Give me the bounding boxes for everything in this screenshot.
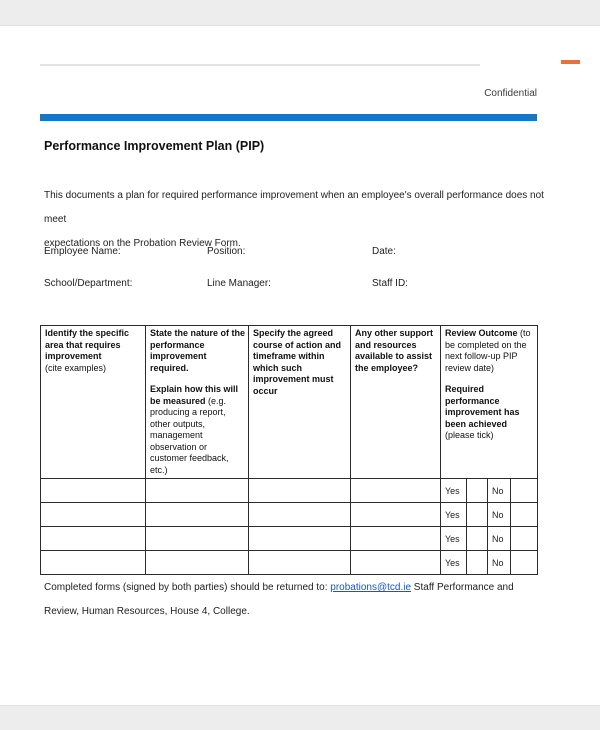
cell-support xyxy=(351,527,441,551)
header-accent-dash xyxy=(561,60,580,64)
col5-subheading-text: Required performance improvement has been achieved xyxy=(445,384,520,429)
cell-nature xyxy=(146,479,249,503)
col4-heading-text: Any other support and resources available to assist the employee? xyxy=(355,328,433,373)
col1-heading-text: Identify the specific area that requires improvement xyxy=(45,328,130,361)
field-label-line-manager: Line Manager: xyxy=(207,278,271,289)
no-tick-cell xyxy=(511,527,538,551)
col1-note-text: (cite examples) xyxy=(45,362,107,373)
cell-improvement-area xyxy=(41,479,146,503)
cell-nature xyxy=(146,503,249,527)
col5-tick-note-text: (please tick) xyxy=(445,430,494,440)
no-label: No xyxy=(488,551,511,575)
header-divider-line xyxy=(40,64,480,66)
top-margin-strip xyxy=(0,0,600,26)
no-label: No xyxy=(488,527,511,551)
cell-course-of-action xyxy=(249,479,351,503)
col5-heading-text: Review Outcome xyxy=(445,328,518,338)
no-tick-cell xyxy=(511,551,538,575)
col2-heading-text: State the nature of the performance improvement required. xyxy=(150,328,246,373)
yes-tick-cell xyxy=(467,479,488,503)
page-title: Performance Improvement Plan (PIP) xyxy=(44,139,265,153)
bottom-margin-strip xyxy=(0,705,600,730)
cell-course-of-action xyxy=(249,503,351,527)
cell-course-of-action xyxy=(249,527,351,551)
yes-label: Yes xyxy=(441,527,467,551)
cell-improvement-area xyxy=(41,551,146,575)
cell-support xyxy=(351,551,441,575)
cell-course-of-action xyxy=(249,551,351,575)
col-header-improvement-area xyxy=(41,326,146,479)
col2-subheading-text: Explain how this will be measured xyxy=(150,384,239,406)
table-row-4 xyxy=(41,551,538,575)
no-tick-cell xyxy=(511,479,538,503)
field-label-position: Position: xyxy=(207,246,246,257)
footer-note xyxy=(44,576,544,624)
table-row-3 xyxy=(41,527,538,551)
cell-nature xyxy=(146,551,249,575)
yes-tick-cell xyxy=(467,527,488,551)
no-tick-cell xyxy=(511,503,538,527)
col5-note-text: (to be completed on the next follow-up PIP review date) xyxy=(445,328,531,373)
col2-note-text: (e.g. producing a report, other outputs, management observation or customer feedback, etc.) xyxy=(150,395,229,475)
field-label-date: Date: xyxy=(372,246,396,257)
table-row-1 xyxy=(41,479,538,503)
table-row-2 xyxy=(41,503,538,527)
col3-heading-text: Specify the agreed course of action and timeframe within which such improvement must occur xyxy=(253,328,342,396)
col-header-nature xyxy=(146,326,249,479)
yes-label: Yes xyxy=(441,479,467,503)
pip-table xyxy=(40,325,538,575)
footer-text-after-link: Staff Performance and Review, Human Resources, House 4, College. xyxy=(44,582,514,617)
intro-line-2: expectations on the Probation Review Form. xyxy=(44,238,241,249)
cell-improvement-area xyxy=(41,527,146,551)
col-header-course-of-action xyxy=(249,326,351,479)
col-header-support xyxy=(351,326,441,479)
blue-divider-bar xyxy=(40,114,537,121)
yes-tick-cell xyxy=(467,551,488,575)
footer-text-before-link: Completed forms (signed by both parties) should be returned to: xyxy=(44,582,331,593)
field-label-employee-name: Employee Name: xyxy=(44,246,121,257)
yes-tick-cell xyxy=(467,503,488,527)
cell-support xyxy=(351,503,441,527)
no-label: No xyxy=(488,479,511,503)
email-link[interactable]: probations@tcd.ie xyxy=(330,582,412,593)
yes-label: Yes xyxy=(441,503,467,527)
col-header-review-outcome xyxy=(441,326,538,479)
cell-nature xyxy=(146,527,249,551)
field-label-staff-id: Staff ID: xyxy=(372,278,408,289)
intro-line-1: This documents a plan for required performance improvement when an employee's overall performance does not meet xyxy=(44,190,544,225)
yes-label: Yes xyxy=(441,551,467,575)
cell-improvement-area xyxy=(41,503,146,527)
table-header-row xyxy=(41,326,538,479)
no-label: No xyxy=(488,503,511,527)
intro-paragraph xyxy=(44,184,564,256)
cell-support xyxy=(351,479,441,503)
field-label-school-department: School/Department: xyxy=(44,278,133,289)
confidential-label: Confidential xyxy=(484,88,537,99)
